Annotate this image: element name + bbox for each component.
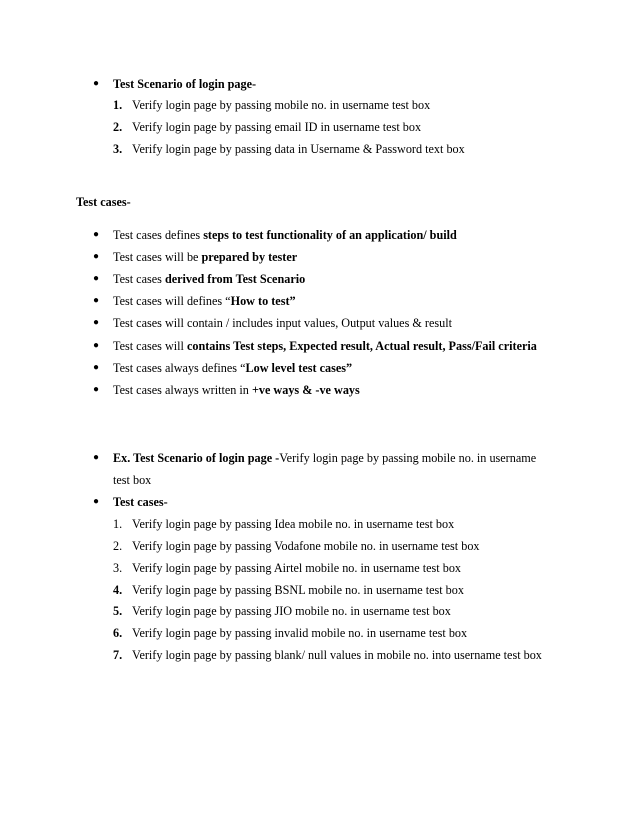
test-case-bullet: Test cases will contain / includes input values, Output values & result	[113, 316, 452, 330]
test-case-bullet: Test cases will contains Test steps, Expected result, Actual result, Pass/Fail criteria	[113, 339, 537, 353]
example-case-number: 5.	[113, 604, 123, 618]
test-case-bullet: Test cases derived from Test Scenario	[113, 272, 306, 286]
scenario-title: Test Scenario of login page-	[113, 77, 257, 91]
test-case-bullet: Test cases defines steps to test functionality of an application/ build	[113, 228, 457, 242]
bullet-icon: ●	[93, 317, 100, 328]
example-case-number: 6.	[113, 626, 123, 640]
example-case-text: Verify login page by passing blank/ null values in mobile no. into username test box	[132, 648, 542, 662]
example-case-number: 4.	[113, 583, 123, 597]
test-case-bullet: Test cases always defines “Low level test cases”	[113, 361, 353, 375]
bullet-icon: ●	[93, 340, 100, 351]
bullet-icon: ●	[93, 229, 100, 240]
bullet-icon: ●	[93, 496, 100, 507]
bullet-icon: ●	[93, 251, 100, 262]
test-case-bullet: Test cases will defines “How to test”	[113, 294, 296, 308]
bullet-icon: ●	[93, 452, 100, 463]
example-case-number: 7.	[113, 648, 123, 662]
bullet-icon: ●	[93, 273, 100, 284]
bullet-icon: ●	[93, 78, 100, 89]
bullet-icon: ●	[93, 295, 100, 306]
example-case-number: 1.	[113, 517, 123, 531]
scenario-item-number: 1.	[113, 98, 123, 112]
test-cases-heading: Test cases-	[76, 195, 131, 209]
scenario-item-text: Verify login page by passing data in Username & Password text box	[132, 142, 465, 156]
example-case-text: Verify login page by passing Vodafone mobile no. in username test box	[132, 539, 480, 553]
example-scenario: Ex. Test Scenario of login page -Verify login page by passing mobile no. in username	[113, 451, 537, 465]
example-case-text: Verify login page by passing invalid mobile no. in username test box	[132, 626, 468, 640]
example-case-text: Verify login page by passing Airtel mobile no. in username test box	[132, 561, 462, 575]
example-cases-label: Test cases-	[113, 495, 168, 509]
bullet-icon: ●	[93, 384, 100, 395]
example-case-text: Verify login page by passing BSNL mobile no. in username test box	[132, 583, 464, 597]
example-scenario-continued: test box	[113, 473, 152, 487]
test-case-bullet: Test cases will be prepared by tester	[113, 250, 298, 264]
example-case-text: Verify login page by passing Idea mobile no. in username test box	[132, 517, 455, 531]
scenario-item-number: 2.	[113, 120, 123, 134]
scenario-item-number: 3.	[113, 142, 123, 156]
scenario-item-text: Verify login page by passing email ID in username test box	[132, 120, 422, 134]
example-case-text: Verify login page by passing JIO mobile no. in username test box	[132, 604, 451, 618]
test-case-bullet: Test cases always written in +ve ways & -ve ways	[113, 383, 360, 397]
scenario-item-text: Verify login page by passing mobile no. in username test box	[132, 98, 431, 112]
example-case-number: 3.	[113, 561, 123, 575]
example-case-number: 2.	[113, 539, 123, 553]
bullet-icon: ●	[93, 362, 100, 373]
